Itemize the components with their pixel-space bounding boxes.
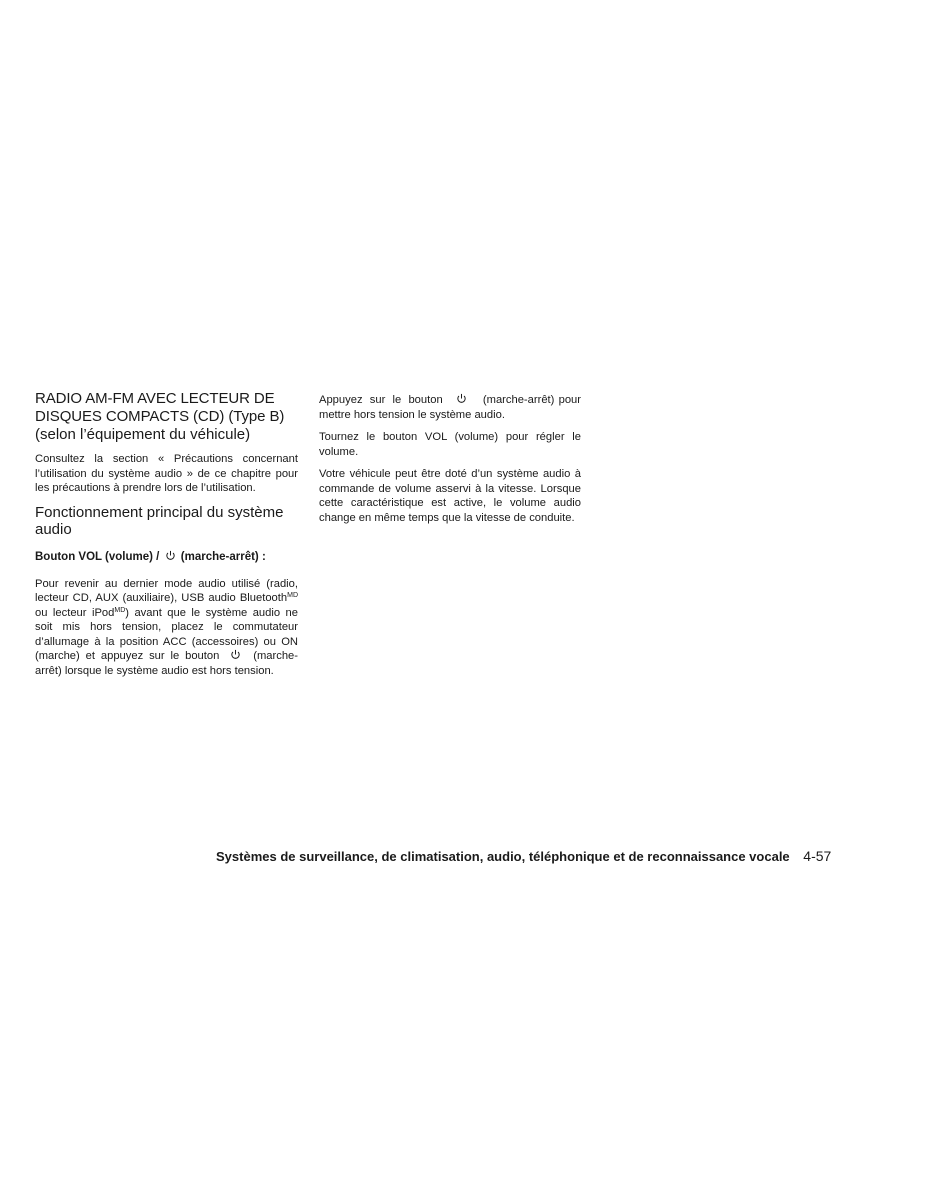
- body-part4: (marche-arrêt) lorsque le système audio est hors tension.: [35, 650, 298, 677]
- sup-md-1: MD: [287, 592, 298, 599]
- subheading: Fonctionnement principal du système audio: [35, 503, 284, 538]
- section-title-line1: RADIO AM-FM AVEC LECTEUR DE: [35, 390, 275, 407]
- footer-section-title: Systèmes de surveillance, de climatisation, audio, téléphonique et de reconnaissance vocale: [216, 849, 790, 864]
- power-icon: [230, 649, 241, 660]
- section-subtitle: (selon l’équipement du véhicule): [35, 426, 251, 443]
- intro-paragraph: Consultez la section « Précautions concernant l’utilisation du système audio » de ce chapitre pour les précautions à prendre lors de l’utilisation.: [35, 453, 298, 494]
- body-part3: ) avant que le système audio ne soit mis hors tension, placez le commutateur d’allumage à la position ACC (accessoires) ou ON (marche) et appuyez sur le bouton: [35, 606, 298, 662]
- power-icon: [165, 550, 176, 561]
- power-off-part-a: Appuyez sur le bouton: [319, 394, 443, 406]
- power-icon: [456, 393, 467, 404]
- page-number: 4-57: [803, 848, 832, 864]
- page-footer: [216, 848, 866, 865]
- sup-md-2: MD: [114, 606, 126, 614]
- control-heading-part-b: (marche-arrêt) :: [180, 550, 266, 563]
- section-title: [35, 390, 298, 426]
- power-off-paragraph: [319, 393, 581, 422]
- control-heading-part-a: Bouton VOL (volume) /: [35, 550, 160, 563]
- speed-volume-paragraph: Votre véhicule peut être doté d’un système audio à commande de volume asservi à la vitesse. Lorsque cette caractéristique est active, le volume audio change en même temps que la vitesse de conduite.: [319, 468, 581, 524]
- body-part2: ou lecteur iPod: [35, 606, 115, 619]
- left-column: [35, 390, 298, 686]
- body-part1: Pour revenir au dernier mode audio utilisé (radio, lecteur CD, AUX (auxiliaire), USB audio Bluetooth: [35, 577, 298, 604]
- control-heading: [35, 550, 298, 565]
- volume-paragraph: Tournez le bouton VOL (volume) pour régler le volume.: [319, 431, 581, 458]
- body-paragraph: [35, 577, 298, 679]
- power-off-part-b: (marche-arrêt) pour mettre hors tension le système audio.: [319, 394, 582, 421]
- right-column: [319, 393, 581, 533]
- section-title-line2: DISQUES COMPACTS (CD) (Type B): [35, 408, 285, 425]
